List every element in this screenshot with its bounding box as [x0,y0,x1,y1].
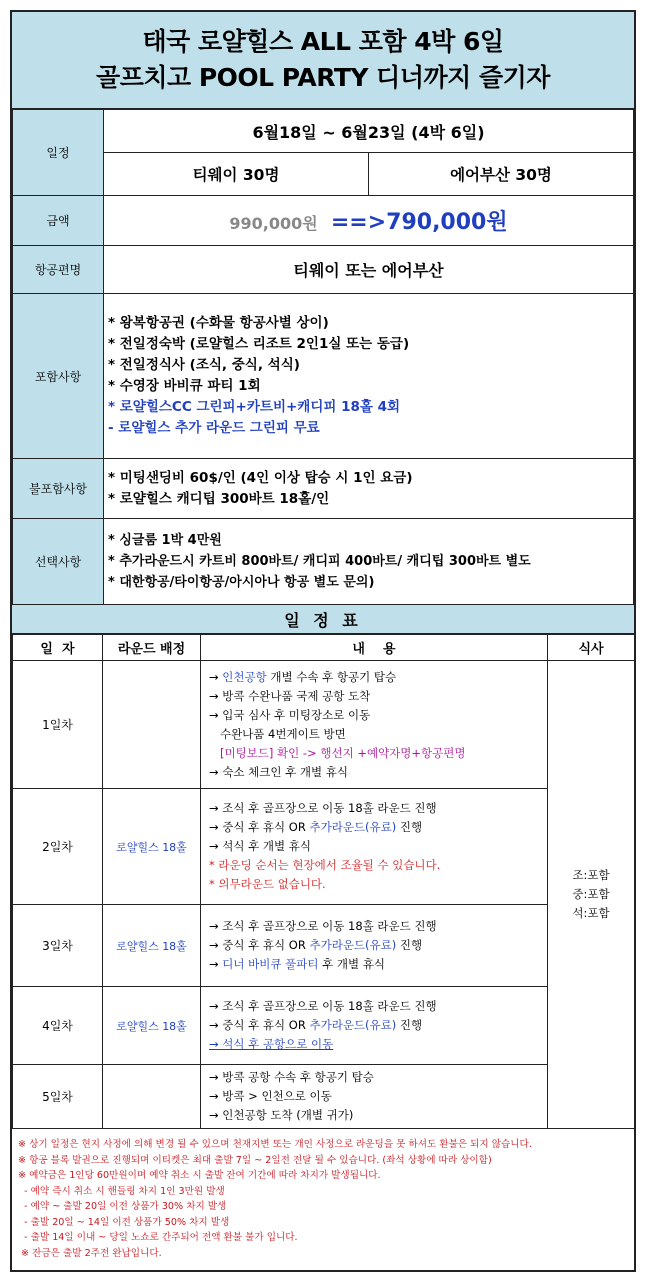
included-item: * 수영장 바비큐 파티 1회 [108,378,261,394]
day-4: 4일차 [13,987,103,1065]
flight-value: 티웨이 또는 에어부산 [104,246,634,294]
content-line: → 방콕 > 인천으로 이동 [209,1089,332,1103]
included-item: * 로얄힐스CC 그린피+카트비+캐디피 18홀 4회 [108,399,401,415]
price-sale: 790,000원 [386,210,508,235]
round-3: 로얄힐스 18홀 [103,905,201,987]
optional-label: 선택사항 [13,519,104,605]
seat-airbusan: 에어부산 30명 [369,153,634,196]
excluded-list [104,459,634,519]
title-banner [12,12,634,109]
optional-item: * 대한항공/타이항공/아시아나 항공 별도 문의) [108,575,375,590]
included-item: * 전일정숙박 (로얄힐스 리조트 2인1실 또는 동급) [108,336,410,352]
note-line: ※ 예약금은 1인당 60만원이며 예약 취소 시 출발 잔여 기간에 따라 차지가 발생됩니다. [18,1170,381,1181]
optional-item: * 추가라운드시 카트비 800바트/ 캐디피 400바트/ 캐디팁 300바트 별도 [108,554,531,569]
content-4 [201,987,548,1065]
price-arrow: ==> [330,210,387,235]
content-line: → 조식 후 골프장으로 이동 18홀 라운드 진행 [209,999,437,1013]
header-content: 내 용 [201,635,548,661]
header-round: 라운드 배정 [103,635,201,661]
round-1 [103,661,201,789]
content-line: → 조식 후 골프장으로 이동 18홀 라운드 진행 [209,801,437,815]
excluded-item: * 미팅샌딩비 60$/인 (4인 이상 탑승 시 1인 요금) [108,469,413,486]
included-list [104,294,634,459]
content-line: → 중식 후 휴식 OR 추가라운드(유료) 진행 [209,1018,423,1032]
meal-lunch: 중:포함 [572,887,610,901]
content-line: → 방콕 공항 수속 후 항공기 탑승 [209,1070,374,1084]
included-item: - 로얄힐스 추가 라운드 그린피 무료 [108,420,320,436]
content-line: → 인천공항 개별 수속 후 항공기 탑승 [209,669,397,684]
round-4: 로얄힐스 18홀 [103,987,201,1065]
content-1 [201,661,548,789]
day-3: 3일차 [13,905,103,987]
content-line: → 조식 후 골프장으로 이동 18홀 라운드 진행 [209,919,437,933]
travel-dates: 6월18일 ~ 6월23일 (4박 6일) [104,110,634,153]
optional-list [104,519,634,605]
content-line: → 디너 바비큐 풀파티 후 개별 휴식 [209,957,385,971]
tour-flyer [10,10,636,1272]
note-line: ※ 항공 블록 발권으로 진행되며 이티켓은 최대 출발 7일 ~ 2일전 전달 될 수 있습니다. (좌석 상황에 따라 상이함) [18,1154,492,1166]
included-label: 포함사항 [13,294,104,459]
info-table [12,109,634,605]
header-meal: 식사 [548,635,635,661]
schedule-label: 일정 [13,110,104,196]
price-original: 990,000원 [229,214,318,233]
note-line: - 예약 즉시 취소 시 핸들링 차지 1인 3만원 발생 [18,1185,225,1197]
excluded-item: * 로얄힐스 캐디팁 300바트 18홀/인 [108,490,330,507]
included-item: * 왕복항공권 (수화물 항공사별 상이) [108,315,329,331]
content-5 [201,1065,548,1129]
meal-breakfast: 조:포함 [572,868,610,882]
included-item: * 전일정식사 (조식, 중식, 석식) [108,357,300,373]
title-line-2: 골프치고 POOL PARTY 디너까지 즐기자 [96,63,550,92]
price-label: 금액 [13,196,104,246]
day-1: 1일차 [13,661,103,789]
seat-tway: 티웨이 30명 [104,153,369,196]
content-line: 수완나품 4번게이트 방면 [209,726,346,741]
day-5: 5일차 [13,1065,103,1129]
content-line: * 라운딩 순서는 현장에서 조율될 수 있습니다. [209,858,441,872]
day-2: 2일차 [13,789,103,905]
content-line: → 숙소 체크인 후 개별 휴식 [209,764,349,779]
content-3 [201,905,548,987]
schedule-title: 일 정 표 [12,605,634,634]
content-line: → 방콕 수완나품 국제 공항 도착 [209,688,371,703]
optional-item: * 싱글룸 1박 4만원 [108,533,222,548]
note-line: - 출발 14일 이내 ~ 당일 노쇼로 간주되어 전액 환불 불가 입니다. [18,1232,298,1243]
schedule-table [12,634,635,1129]
excluded-label: 불포함사항 [13,459,104,519]
flight-label: 항공편명 [13,246,104,294]
note-line: ※ 상기 일정은 현지 사정에 의해 변경 될 수 있으며 천재지변 또는 개인 사정으로 라운딩을 못 하셔도 환불은 되지 않습니다. [18,1139,532,1150]
content-line: → 석식 후 개별 휴식 [209,839,312,853]
round-2: 로얄힐스 18홀 [103,789,201,905]
content-line: → 중식 후 휴식 OR 추가라운드(유료) 진행 [209,820,423,834]
meal-dinner: 석:포함 [572,906,610,920]
meal-cell [548,661,635,1129]
content-line: [미팅보드] 확인 -> 행선지 +예약자명+항공편명 [219,745,466,760]
round-5 [103,1065,201,1129]
content-line: → 인천공항 도착 (개별 귀가) [209,1108,354,1122]
note-line: - 예약 ~ 출발 20일 이전 상품가 30% 차지 발생 [18,1201,227,1212]
content-2 [201,789,548,905]
content-line: → 입국 심사 후 미팅장소로 이동 [209,707,371,722]
note-line: ※ 잔금은 출발 2주전 완납입니다. [18,1247,162,1259]
note-line: - 출발 20일 ~ 14일 이전 상품가 50% 차지 발생 [18,1216,230,1228]
price-cell [104,196,634,246]
content-line: * 의무라운드 없습니다. [209,877,326,891]
content-line: → 석식 후 공항으로 이동 [209,1037,334,1051]
header-day: 일 자 [13,635,103,661]
content-line: → 중식 후 휴식 OR 추가라운드(유료) 진행 [209,938,423,952]
title-line-1: 태국 로얄힐스 ALL 포함 4박 6일 [142,27,504,56]
notes [12,1129,634,1261]
